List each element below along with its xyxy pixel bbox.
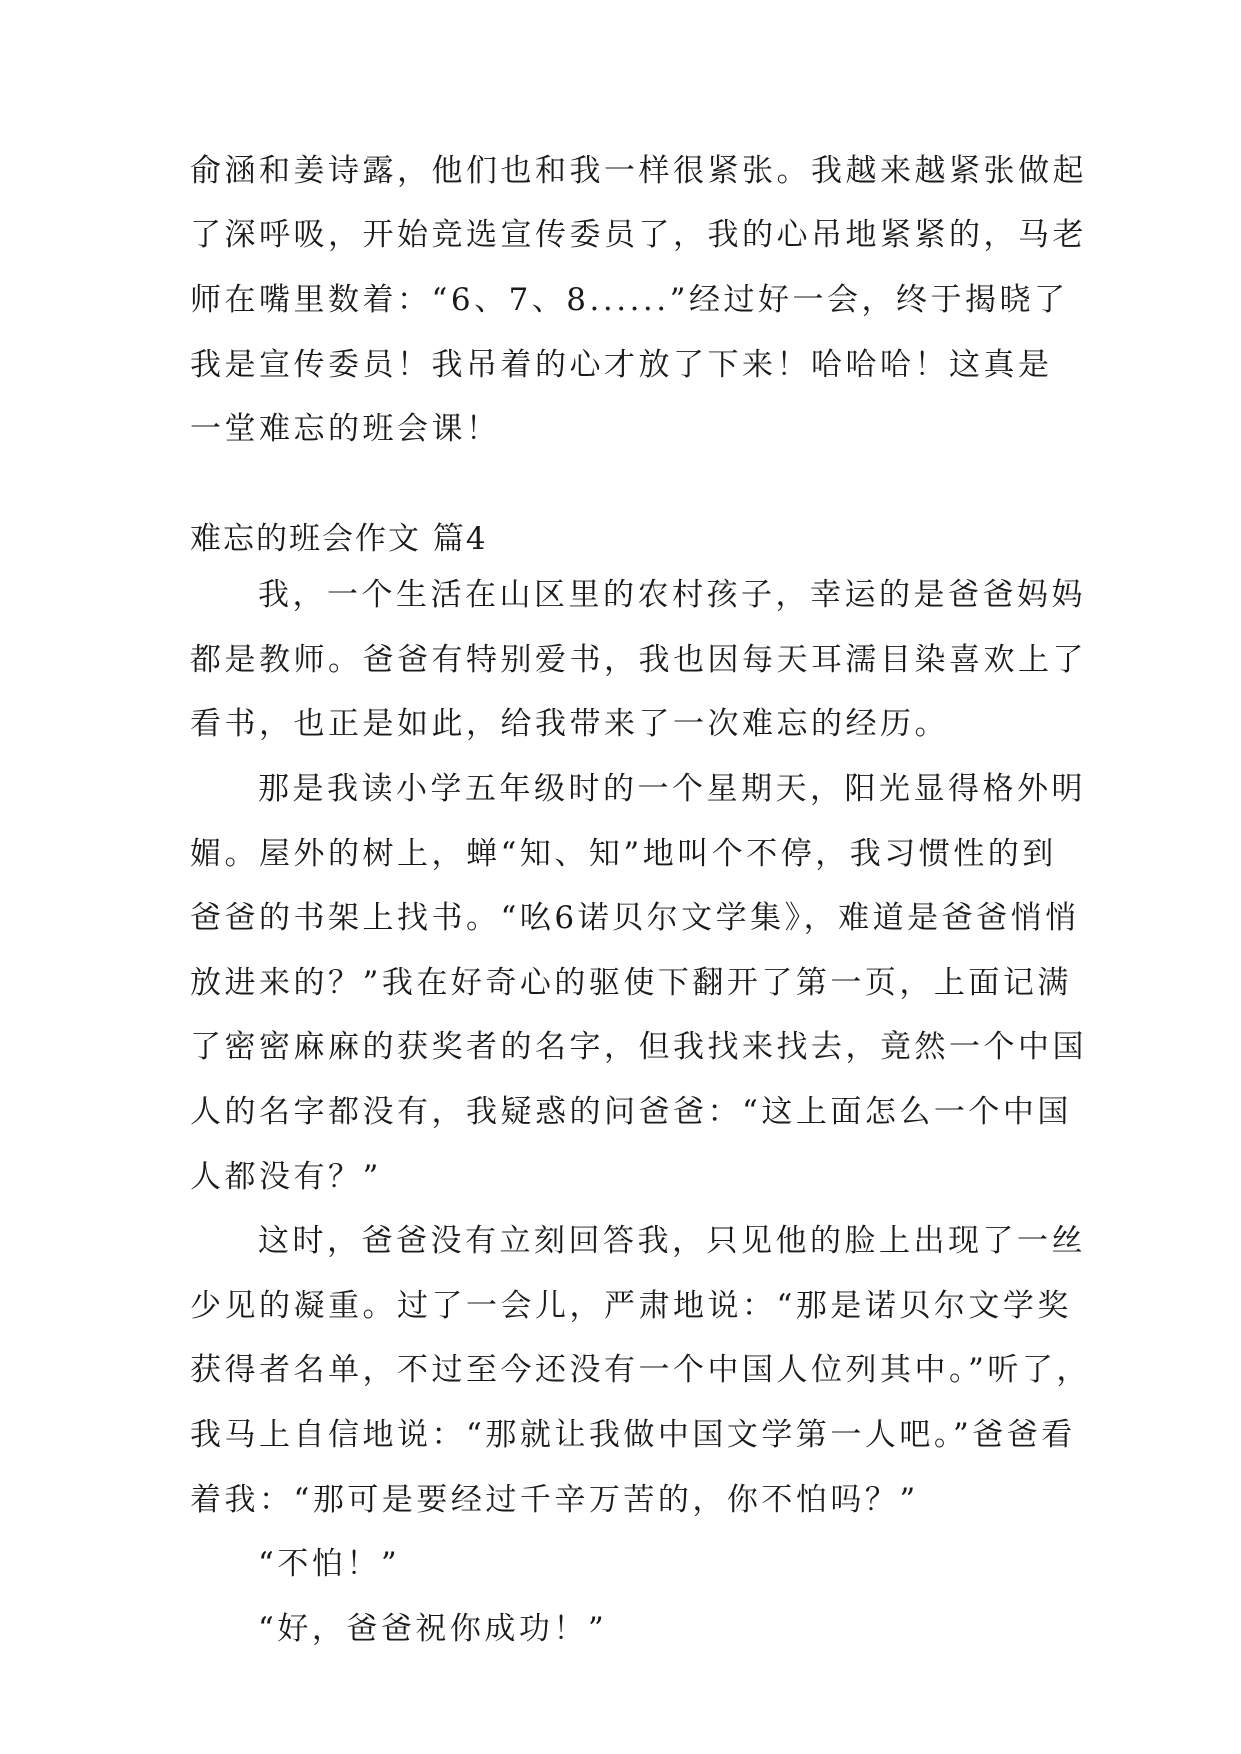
- paragraph-line: 师在嘴里数着：“6、7、8......”经过好一会，终于揭晓了: [190, 282, 1069, 318]
- paragraph-line: 人的名字都没有，我疑惑的问爸爸：“这上面怎么一个中国: [190, 1094, 1072, 1130]
- paragraph-line: “好，爸爸祝你成功！”: [258, 1611, 608, 1647]
- paragraph-line: 爸爸的书架上找书。“吆6诺贝尔文学集》，难道是爸爸悄悄: [190, 900, 1080, 936]
- section-title: 难忘的班会作文 篇4: [190, 521, 488, 557]
- paragraph-line: 少见的凝重。过了一会儿，严肃地说：“那是诺贝尔文学奖: [190, 1288, 1072, 1324]
- paragraph-line: 我马上自信地说：“那就让我做中国文学第一人吧。”爸爸看: [190, 1417, 1076, 1453]
- paragraph-line: 俞涵和姜诗露，他们也和我一样很紧张。我越来越紧张做起: [190, 153, 1087, 189]
- paragraph-line: 了密密麻麻的获奖者的名字，但我找来找去，竟然一个中国: [190, 1029, 1087, 1065]
- paragraph-line: 都是教师。爸爸有特别爱书，我也因每天耳濡目染喜欢上了: [190, 642, 1087, 678]
- paragraph-line: 看书，也正是如此，给我带来了一次难忘的经历。: [190, 706, 949, 742]
- paragraph-line: “不怕！”: [258, 1546, 401, 1582]
- paragraph-line: 媚。屋外的树上，蝉“知、知”地叫个不停，我习惯性的到: [190, 836, 1057, 872]
- paragraph-line: 获得者名单，不过至今还没有一个中国人位列其中。”听了，: [190, 1352, 1091, 1388]
- paragraph-line: 一堂难忘的班会课！: [190, 411, 501, 447]
- paragraph-line: 放进来的？”我在好奇心的驱使下翻开了第一页，上面记满: [190, 965, 1072, 1001]
- paragraph-line: 这时，爸爸没有立刻回答我，只见他的脸上出现了一丝: [258, 1223, 1086, 1259]
- paragraph-line: 着我：“那可是要经过千辛万苦的，你不怕吗？”: [190, 1482, 919, 1518]
- paragraph-line: 那是我读小学五年级时的一个星期天，阳光显得格外明: [258, 771, 1086, 807]
- paragraph-line: 我，一个生活在山区里的农村孩子，幸运的是爸爸妈妈: [258, 577, 1086, 613]
- paragraph-line: 人都没有？”: [190, 1159, 382, 1195]
- paragraph-line: 了深呼吸，开始竞选宣传委员了，我的心吊地紧紧的，马老: [190, 217, 1087, 253]
- paragraph-line: 我是宣传委员！我吊着的心才放了下来！哈哈哈！这真是: [190, 347, 1053, 383]
